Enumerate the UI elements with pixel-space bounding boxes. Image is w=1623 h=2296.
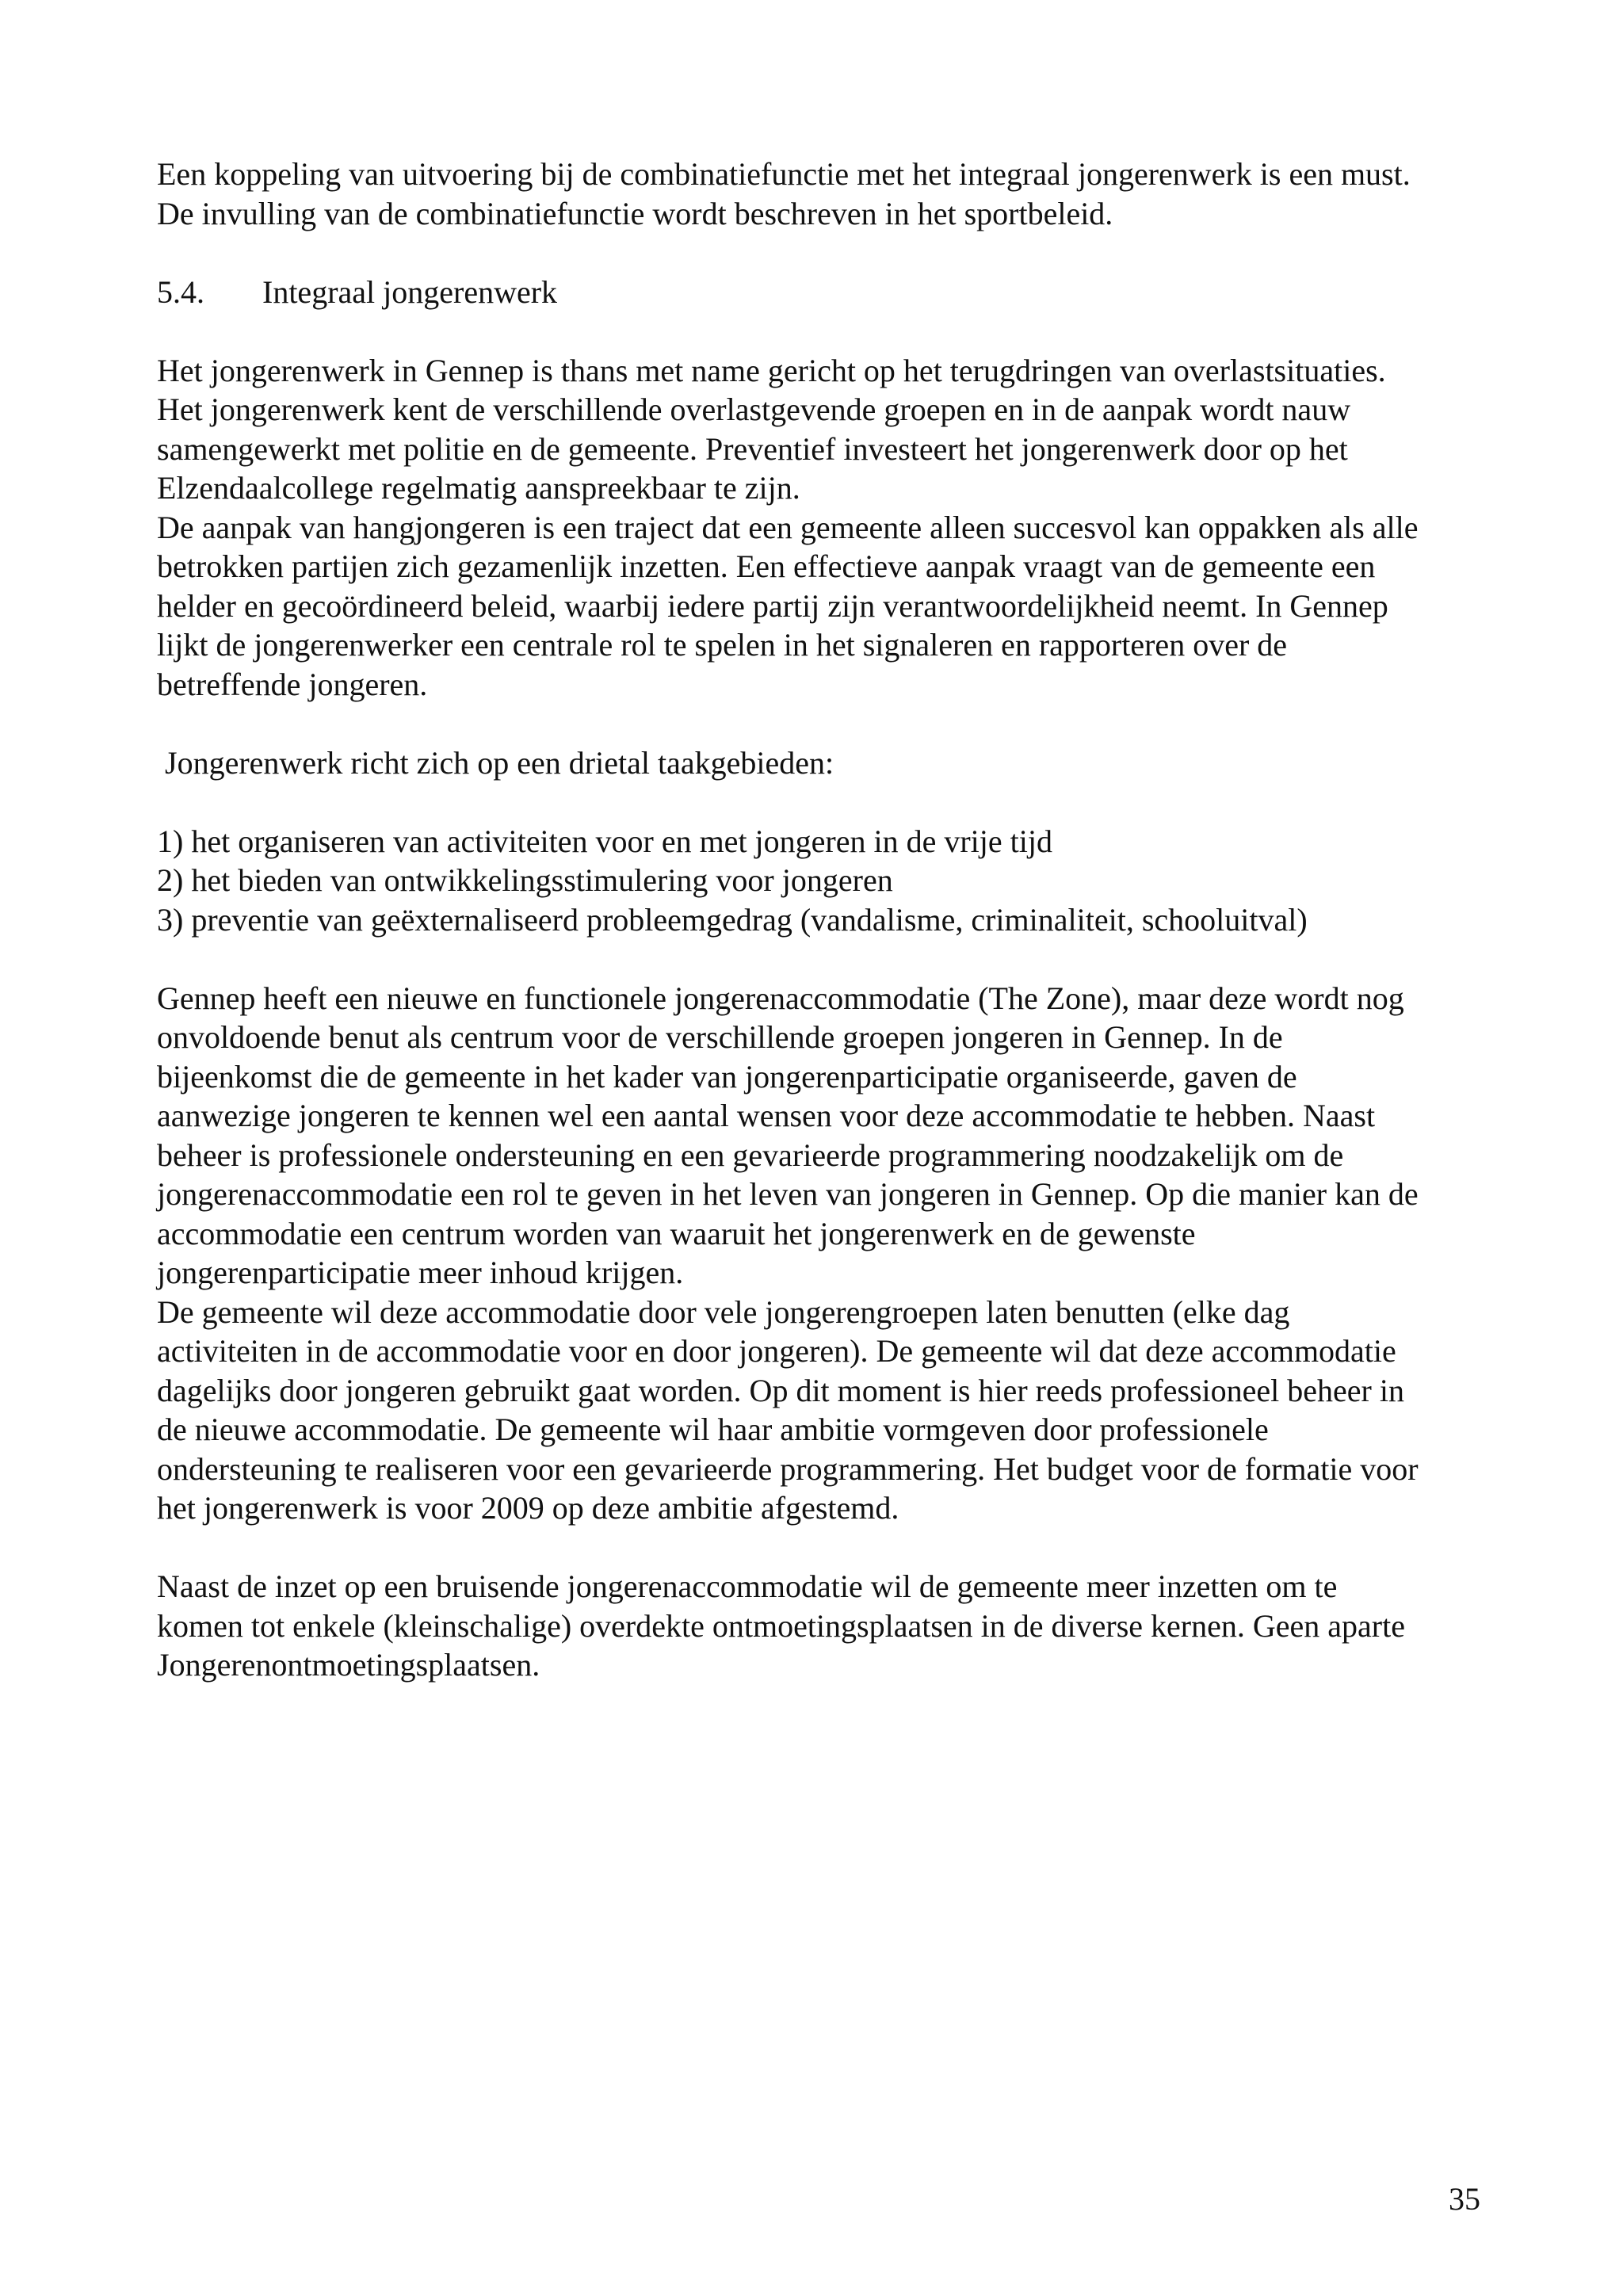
taakgebieden-list (157, 822, 1488, 940)
text-line: helder en gecoördineerd beleid, waarbij iedere partij zijn verantwoordelijkheid neemt. In Gennep (157, 587, 1388, 624)
text-line: betrokken partijen zich gezamenlijk inzetten. Een effectieve aanpak vraagt van de gemeente een (157, 548, 1376, 584)
list-item: 3) preventie van geëxternaliseerd probleemgedrag (vandalisme, criminaliteit, schooluitval) (157, 901, 1308, 938)
paragraph-spacer (157, 939, 1488, 979)
text-line: jongerenparticipatie meer inhoud krijgen. (157, 1255, 684, 1290)
text-line: Het jongerenwerk kent de verschillende overlastgevende groepen en in de aanpak wordt nauw (157, 392, 1351, 427)
document-page (157, 155, 1488, 1685)
page-number: 35 (1449, 2181, 1480, 2217)
text-line: het jongerenwerk is voor 2009 op deze ambitie afgestemd. (157, 1490, 899, 1526)
text-line: Jongerenwerk richt zich op een drietal taakgebieden: (165, 744, 834, 781)
section-heading (157, 273, 1488, 312)
list-item: 2) het bieden van ontwikkelingsstimulering voor jongeren (157, 862, 893, 898)
list-item: 1) het organiseren van activiteiten voor en met jongeren in de vrije tijd (157, 823, 1052, 859)
text-line: Jongerenontmoetingsplaatsen. (157, 1647, 540, 1683)
text-line: lijkt de jongerenwerker een centrale rol te spelen in het signaleren en rapporteren over de (157, 627, 1288, 663)
text-line: samengewerkt met politie en de gemeente. Preventief investeert het jongerenwerk door op het (157, 430, 1348, 467)
text-line: Een koppeling van uitvoering bij de combinatiefunctie met het integraal jongerenwerk is een must. (157, 156, 1411, 192)
text-line: activiteiten in de accommodatie voor en door jongeren). De gemeente wil dat deze accommodatie (157, 1333, 1396, 1369)
paragraph-ontmoetingsplaatsen (157, 1567, 1488, 1685)
text-line: De aanpak van hangjongeren is een traject dat een gemeente alleen succesvol kan oppakken als alle (157, 509, 1419, 545)
paragraph-combinatiefunctie (157, 155, 1488, 233)
text-line: onvoldoende benut als centrum voor de verschillende groepen jongeren in Gennep. In de (157, 1019, 1283, 1055)
text-line: dagelijks door jongeren gebruikt gaat worden. Op dit moment is hier reeds professioneel beheer in (157, 1372, 1404, 1408)
text-line: Elzendaalcollege regelmatig aanspreekbaar te zijn. (157, 470, 800, 506)
text-line: betreffende jongeren. (157, 666, 428, 702)
text-line: bijeenkomst die de gemeente in het kader van jongerenparticipatie organiseerde, gaven de (157, 1058, 1297, 1095)
paragraph-spacer (157, 782, 1488, 822)
text-line: De gemeente wil deze accommodatie door vele jongerengroepen laten benutten (elke dag (157, 1293, 1290, 1330)
text-line: De invulling van de combinatiefunctie wordt beschreven in het sportbeleid. (157, 195, 1113, 231)
text-line: jongerenaccommodatie een rol te geven in het leven van jongeren in Gennep. Op die manier kan de (157, 1176, 1419, 1212)
text-line: beheer is professionele ondersteuning en een gevarieerde programmering noodzakelijk om de (157, 1137, 1344, 1173)
text-line: Het jongerenwerk in Gennep is thans met name gericht op het terugdringen van overlastsituaties. (157, 352, 1386, 388)
paragraph-spacer (157, 233, 1488, 273)
section-title: Integraal jongerenwerk (262, 273, 558, 310)
text-line: Gennep heeft een nieuwe en functionele jongerenaccommodatie (The Zone), maar deze wordt nog (157, 980, 1404, 1016)
paragraph-spacer (157, 1528, 1488, 1568)
text-line: accommodatie een centrum worden van waaruit het jongerenwerk en de gewenste (157, 1215, 1196, 1251)
paragraph-spacer (157, 704, 1488, 743)
section-number: 5.4. (157, 273, 204, 310)
text-line: aanwezige jongeren te kennen wel een aantal wensen voor deze accommodatie te hebben. Naast (157, 1098, 1376, 1133)
text-line: komen tot enkele (kleinschalige) overdekte ontmoetingsplaatsen in de diverse kernen. Geen aparte (157, 1607, 1405, 1644)
paragraph-spacer (157, 311, 1488, 351)
paragraph-jongerenwerk-gennep (157, 351, 1488, 705)
paragraph-jongerenaccommodatie (157, 979, 1488, 1528)
text-line: Naast de inzet op een bruisende jongerenaccommodatie wil de gemeente meer inzetten om te (157, 1568, 1338, 1604)
taakgebieden-intro (157, 743, 1488, 783)
text-line: ondersteuning te realiseren voor een gevarieerde programmering. Het budget voor de formatie voor (157, 1450, 1419, 1487)
text-line: de nieuwe accommodatie. De gemeente wil haar ambitie vormgeven door professionele (157, 1412, 1269, 1447)
